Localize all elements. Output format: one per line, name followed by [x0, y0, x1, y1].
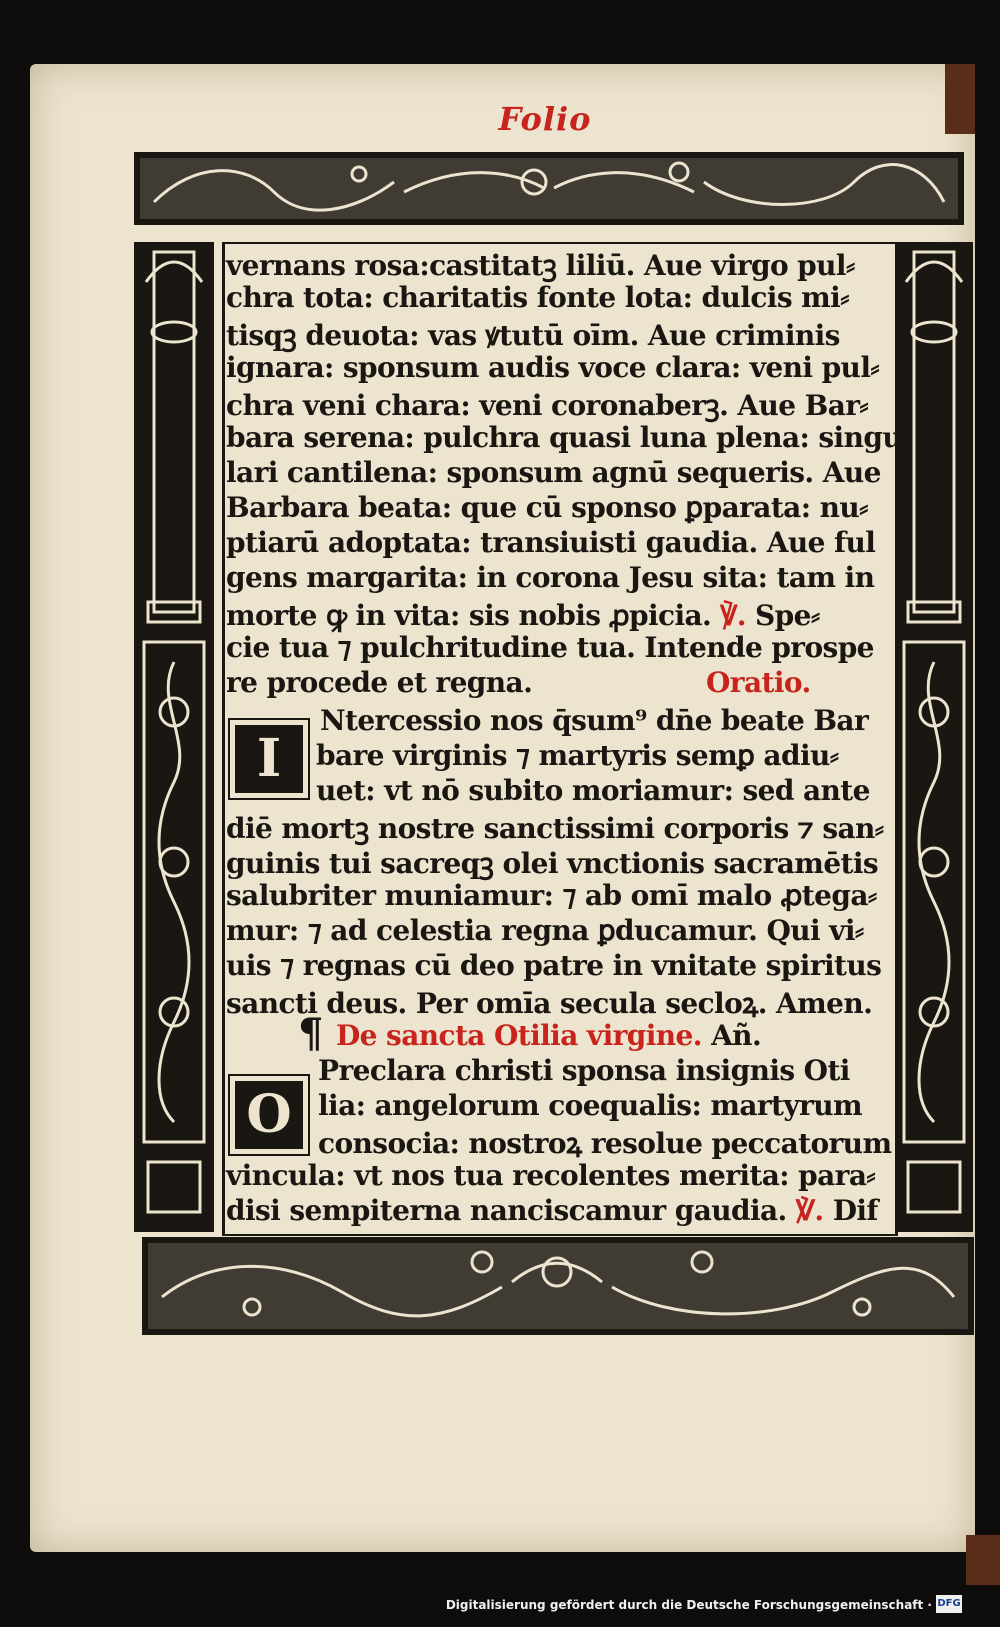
text-line: Ntercessio nos q̄sum⁹ dn̄e beate Bar	[320, 704, 869, 737]
digitization-credit: Digitalisierung gefördert durch die Deutsche Forschungsgemeinschaft ·	[445, 1598, 932, 1612]
heading-rubric: De sancta Otilia virgine.	[336, 1019, 702, 1052]
text-line: mur: ⁊ ad celestia regna ꝑducamur. Qui vi⸗	[226, 914, 864, 947]
dfg-logo: DFG	[936, 1595, 962, 1613]
oratio-rubric: Oratio.	[706, 666, 811, 699]
binding-tab	[945, 64, 975, 134]
binding-tab-bottom	[966, 1535, 1000, 1585]
decorated-initial-i: I	[228, 718, 310, 800]
top-woodcut-border	[134, 152, 964, 225]
text-span: disi sempiterna nanciscamur gaudia.	[226, 1194, 787, 1227]
folio-heading: Folio	[498, 100, 592, 138]
left-ornamental-column	[134, 242, 214, 1232]
text-line: bare virginis ⁊ martyris semꝑ adiu⸗	[316, 739, 839, 772]
text-line	[226, 666, 886, 699]
text-line: chra tota: charitatis fonte lota: dulcis mi⸗	[226, 281, 849, 314]
text-line: gens margarita: in corona Jesu sita: tam in	[226, 561, 875, 594]
text-line: bara serena: pulchra quasi luna plena: singu	[226, 421, 903, 454]
text-line: Barbara beata: que cū sponso ꝑparata: nu⸗	[226, 491, 868, 524]
text-line: guinis tui sacreqꝫ olei vnctionis sacramētis	[226, 847, 879, 880]
text-line: vincula: vt nos tua recolentes merita: para⸗	[226, 1159, 876, 1192]
text-span: re procede et regna.	[226, 666, 533, 699]
text-line: tisqꝫ deuota: vas ꝟtutū oīm. Aue criminis	[226, 319, 840, 352]
text-line: salubriter muniamur: ⁊ ab omī malo ꝓtega⸗	[226, 879, 877, 912]
text-span: morte ꝙ in vita: sis nobis ꝓpicia.	[226, 599, 712, 632]
text-line: Preclara christi sponsa insignis Oti	[318, 1054, 850, 1087]
text-span: Añ.	[711, 1019, 762, 1052]
text-line: ptiarū adoptata: transiuisti gaudia. Aue ful	[226, 526, 876, 559]
text-span: Spe⸗	[755, 599, 820, 632]
bottom-woodcut-border	[142, 1237, 974, 1335]
text-line: vernans rosa:castitatꝫ liliū. Aue virgo pul⸗	[226, 249, 855, 282]
versicle-mark: ℣.	[795, 1194, 824, 1227]
text-line: uet: vt nō subito moriamur: sed ante	[316, 774, 870, 807]
text-line: ignara: sponsum audis voce clara: veni pul⸗	[226, 351, 880, 384]
versicle-mark: ℣.	[720, 599, 746, 632]
paragraph-mark-icon: ¶	[298, 1010, 324, 1057]
text-line: lari cantilena: sponsum agnū sequeris. Aue	[226, 456, 881, 489]
text-line: diē mortꝫ nostre sanctissimi corporis ⁊ san⸗	[226, 812, 884, 845]
right-ornamental-column	[895, 242, 973, 1232]
text-line: chra veni chara: veni coronaberꝫ. Aue Bar⸗	[226, 389, 869, 422]
text-line	[226, 1194, 878, 1227]
text-line: cie tua ⁊ pulchritudine tua. Intende prospe	[226, 631, 874, 664]
text-line: consocia: nostroꝝ resolue peccatorum	[318, 1127, 892, 1160]
text-line	[336, 1019, 761, 1052]
decorated-initial-o: O	[228, 1074, 310, 1156]
text-line	[226, 596, 820, 634]
text-line: lia: angelorum coequalis: martyrum	[318, 1089, 862, 1122]
text-span: Dif	[832, 1194, 878, 1227]
text-line: sancti deus. Per omīa secula secloꝝ. Amen.	[226, 987, 873, 1020]
text-line: uis ⁊ regnas cū deo patre in vnitate spiritus	[226, 949, 882, 982]
